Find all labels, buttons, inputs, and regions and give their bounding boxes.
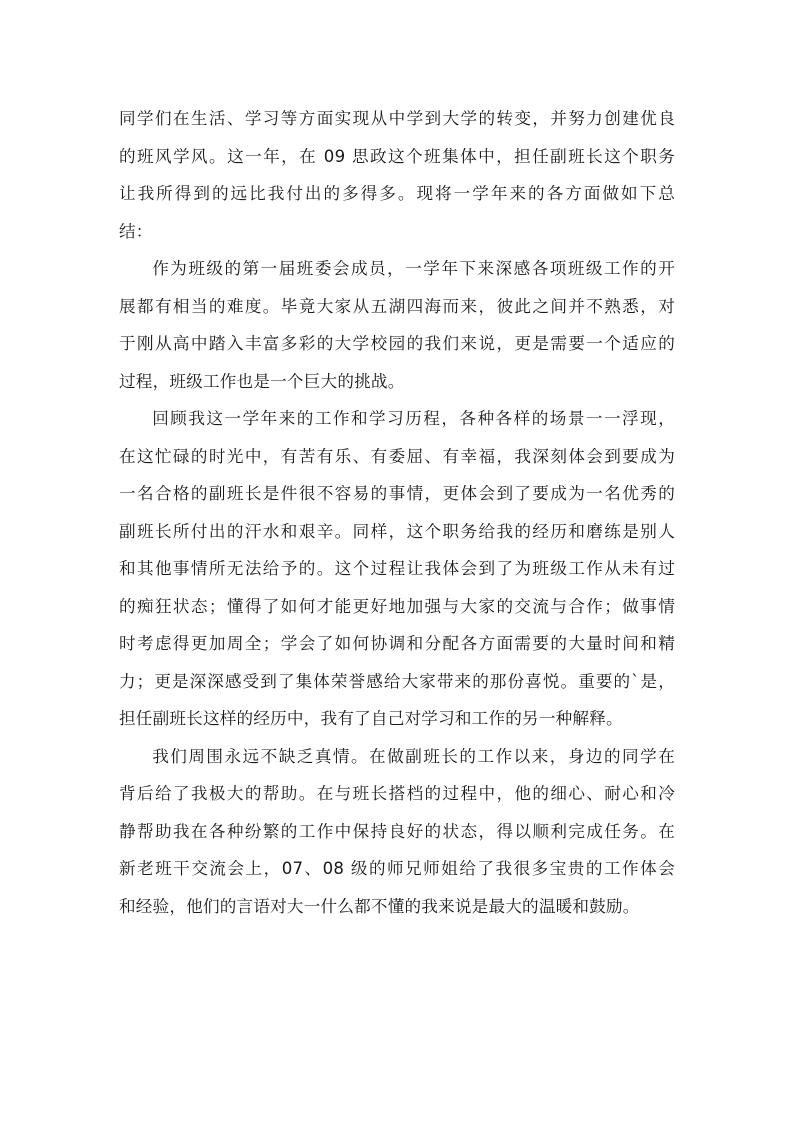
paragraph-4: [119, 738, 675, 926]
text-line: 背后给了我极大的帮助。在与班长搭档的过程中，他的细心、耐心和冷: [119, 784, 675, 803]
paragraph-1: [119, 100, 675, 250]
text-line: 结：: [119, 221, 153, 241]
text-line: 同学们在生活、学习等方面实现从中学到大学的转变，并努力创建优良: [119, 109, 675, 128]
text-line: 的痴狂状态；懂得了如何才能更好地加强与大家的交流与合作；做事情: [119, 596, 675, 616]
text-line: 时考虑得更加周全；学会了如何协调和分配各方面需要的大量时间和精: [119, 634, 675, 653]
text-line: 担任副班长这样的经历中，我有了自己对学习和工作的另一种解释。: [119, 709, 623, 728]
paragraph-3: [119, 400, 675, 738]
text-line: 让我所得到的远比我付出的多得多。现将一学年来的各方面做如下总: [119, 184, 675, 203]
text-line: 过程，班级工作也是一个巨大的挑战。: [119, 371, 405, 391]
text-line: 一名合格的副班长是件很不容易的事情，更体会到了要成为一名优秀的: [119, 484, 675, 503]
text-line: 静帮助我在各种纷繁的工作中保持良好的状态，得以顺利完成任务。在: [119, 821, 675, 841]
text-line: 力；更是深深感受到了集体荣誉感给大家带来的那份喜悦。重要的`是，: [119, 671, 675, 691]
text-line: 在这忙碌的时光中，有苦有乐、有委屈、有幸福，我深刻体会到要成为: [119, 446, 675, 466]
text-line: 新老班干交流会上，07、08 级的师兄师姐给了我很多宝贵的工作体会: [119, 859, 675, 878]
text-line: 于刚从高中踏入丰富多彩的大学校园的我们来说，更是需要一个适应的: [119, 334, 675, 353]
text-line: 和其他事情所无法给予的。这个过程让我体会到了为班级工作从未有过: [119, 559, 675, 578]
text-line: 和经验，他们的言语对大一什么都不懂的我来说是最大的温暖和鼓励。: [119, 896, 640, 916]
text-line: 的班风学风。这一年，在 09 思政这个班集体中，担任副班长这个职务: [119, 146, 675, 166]
text-line: 作为班级的第一届班委会成员，一学年下来深感各项班级工作的开: [152, 259, 675, 278]
text-line: 展都有相当的难度。毕竟大家从五湖四海而来，彼此之间并不熟悉，对: [119, 296, 675, 316]
text-line: 副班长所付出的汗水和艰辛。同样，这个职务给我的经历和磨练是别人: [119, 521, 675, 541]
text-line: 回顾我这一学年来的工作和学习历程，各种各样的场景一一浮现，: [152, 409, 675, 428]
text-line: 我们周围永远不缺乏真情。在做副班长的工作以来，身边的同学在: [152, 746, 675, 766]
paragraph-2: [119, 250, 675, 400]
document-body: [119, 100, 675, 925]
